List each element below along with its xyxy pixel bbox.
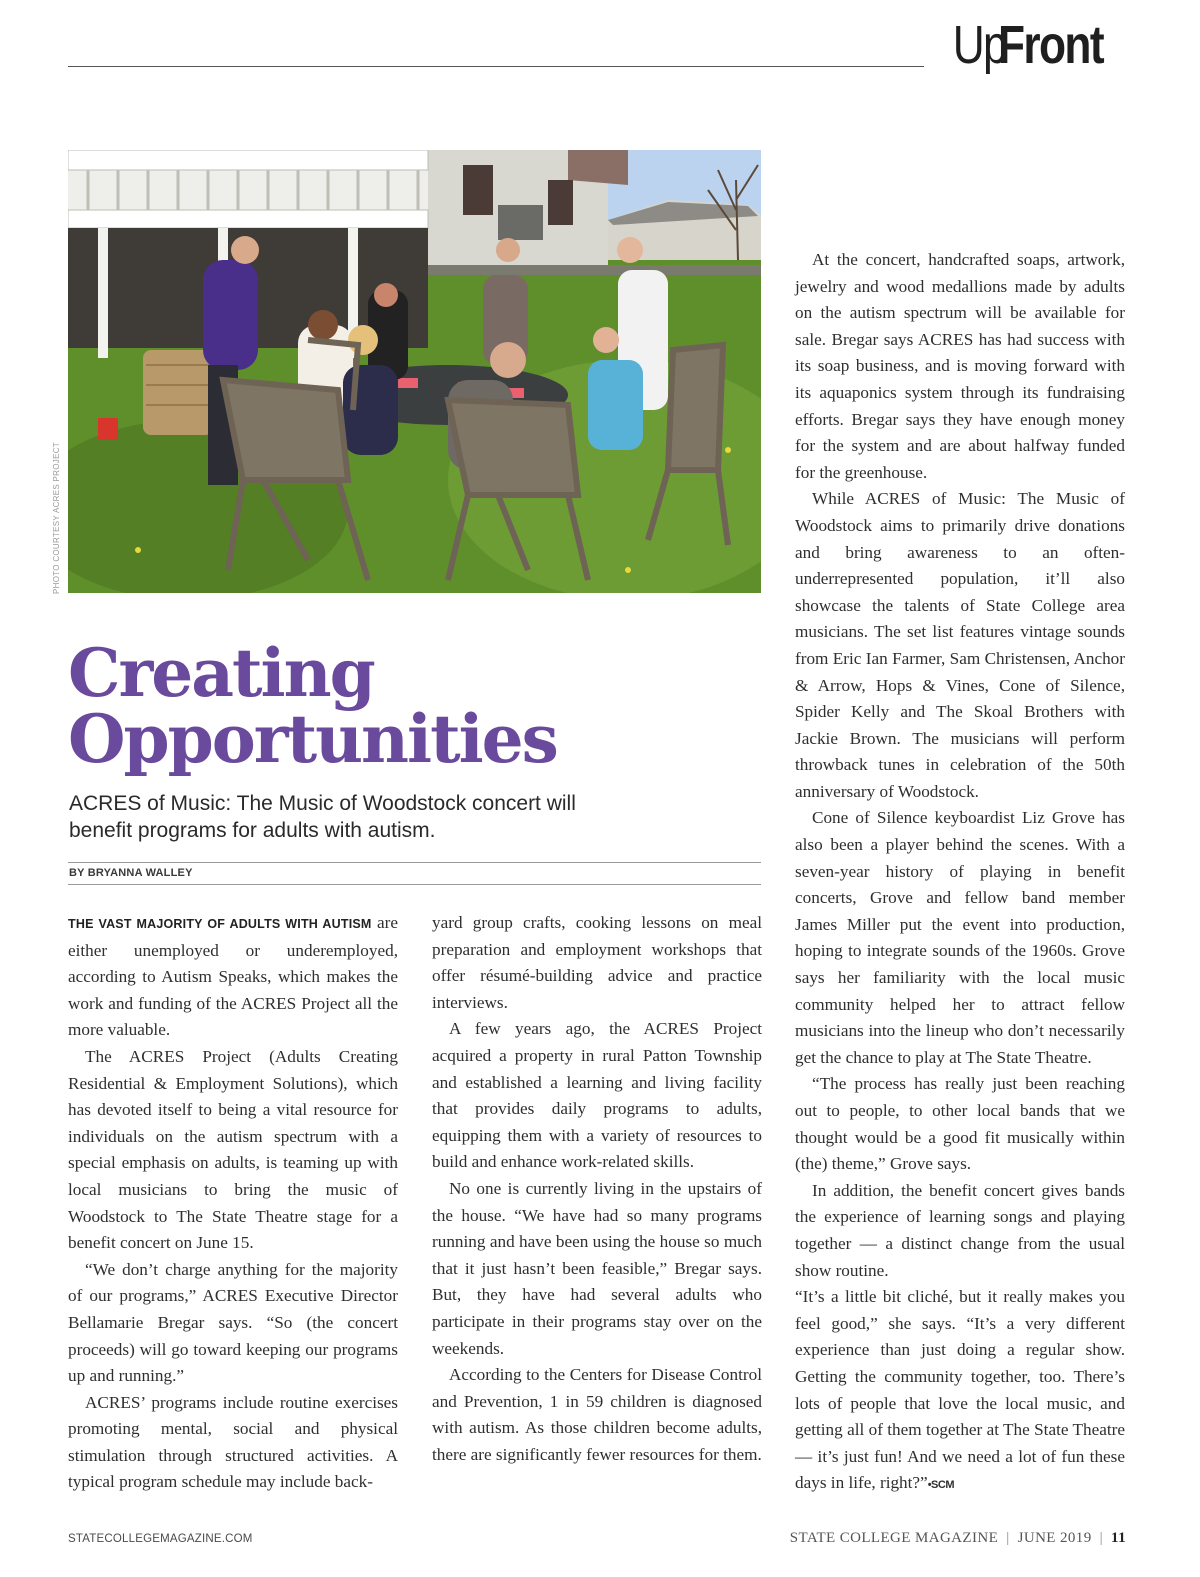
article-deck [69, 790, 759, 844]
section-title [941, 15, 1126, 75]
photo-credit: PHOTO COURTESY ACRES PROJECT [52, 442, 61, 594]
paragraph-5: yard group crafts, cooking lessons on meal preparation and employment workshops that offer résumé-building advice and practice interviews. [432, 913, 762, 1012]
byline-rule-bottom [68, 884, 761, 885]
footer-website: STATECOLLEGEMAGAZINE.COM [68, 1533, 253, 1545]
paragraph-4: ACRES’ programs include routine exercises promoting mental, social and physical stimulation through structured activities. A typical program schedule may include back- [68, 1392, 398, 1492]
header-rule [68, 66, 924, 67]
page-number: 11 [1111, 1530, 1126, 1546]
byline: BY BRYANNA WALLEY [69, 867, 193, 879]
section-title-bold: Front [998, 15, 1103, 75]
paragraph-2: The ACRES Project (Adults Creating Residential & Employment Solutions), which has devoted itself to being a vital resource for individuals on the autism spectrum with a special emphasis on adults, is teaming up with local musicians to bring the music of Woodstock to The State Theatre stage for a benefit concert on June 15. [68, 1046, 398, 1253]
paragraph-3: “We don’t charge anything for the majority of our programs,” ACRES Executive Director Bellamarie Bregar says. “So (the concert proceeds) will go toward keeping our programs up and running.” [68, 1259, 398, 1386]
deck-line-2: benefit programs for adults with autism. [69, 819, 436, 842]
paragraph-6: A few years ago, the ACRES Project acquired a property in rural Patton Township and established a learning and living facility that provides daily programs to adults, equipping them with a variety of resources to build and enhance work-related skills. [432, 1019, 762, 1172]
body-column-3 [795, 247, 1125, 1499]
footer-folio [790, 1530, 1126, 1547]
paragraph-1 [68, 910, 398, 1044]
body-column-1 [68, 910, 398, 1496]
body-column-2 [432, 910, 762, 1468]
section-title-light: Up [952, 15, 1007, 75]
article-headline [68, 634, 758, 778]
footer-magazine: STATE COLLEGE MAGAZINE [789, 1530, 999, 1546]
byline-rule-top [68, 862, 761, 863]
article-photo [68, 150, 761, 593]
paragraph-8: According to the Centers for Disease Control and Prevention, 1 in 59 children is diagnosed with autism. As those children become adults, there are significantly fewer resources for them. [432, 1365, 762, 1464]
paragraph-9: At the concert, handcrafted soaps, artwork, jewelry and wood medallions made by adults on the autism spectrum will be available for sale. Bregar says ACRES has had success with its soap business, and is moving forward with its aquaponics system through its fundraising efforts. Bregar says they have enough money for the system and are about halfway funded for the greenhouse. [795, 250, 1125, 482]
headline-line-1: Creating [68, 634, 374, 712]
lead-in: THE VAST MAJORITY OF ADULTS WITH AUTISM [68, 917, 372, 931]
paragraph-14-text: “It’s a little bit cliché, but it really makes you feel good,” she says. “It’s a very different experience than just doing a regular show. Getting the community together, too. There’s lots of people that love the local music, and getting all of them together at The State Theatre — it’s just fun! And we need a lot of fun these days in life, right?” [795, 1287, 1125, 1493]
footer-separator: | [1006, 1530, 1010, 1546]
headline-line-2: Opportunities [68, 700, 557, 778]
paragraph-10: While ACRES of Music: The Music of Woodstock aims to primarily drive donations and bring awareness to an often-underrepresented population, it’ll also showcase the talents of State College area musicians. The set list features vintage sounds from Eric Ian Farmer, Sam Christensen, Anchor & Arrow, Hops & Vines, Cone of Silence, Spider Kelly and The Skoal Brothers with Jackie Brown. The musicians will perform throwback tunes in celebration of the 50th anniversary of Woodstock. [795, 489, 1125, 801]
paragraph-13: In addition, the benefit concert gives bands the experience of learning songs and playing together — a distinct change from the usual show routine. [795, 1180, 1125, 1280]
paragraph-11: Cone of Silence keyboardist Liz Grove has also been a player behind the scenes. With a seven-year history of playing in benefit concerts, Grove and fellow band member James Miller put the event into production, hoping to integrate sounds of the 1960s. Grove says her familiarity with the local music community helped her to attract fellow musicians into the lineup who don’t necessarily get the chance to play at The State Theatre. [795, 808, 1125, 1067]
deck-line-1: ACRES of Music: The Music of Woodstock concert will [69, 792, 576, 815]
footer-issue: JUNE 2019 [1017, 1530, 1092, 1546]
paragraph-12: “The process has really just been reaching out to people, to other local bands that we thought would be a good fit musically within (the) theme,” Grove says. [795, 1074, 1125, 1174]
paragraph-14 [795, 1284, 1125, 1499]
paragraph-7: No one is currently living in the upstairs of the house. “We have had so many programs running and have been using the house so much that it just hasn’t been feasible,” Bregar says. But, they have had several adults who participate in their programs stay over on the weekends. [432, 1178, 762, 1358]
footer-separator: | [1099, 1530, 1104, 1546]
end-mark: •SCM [927, 1479, 954, 1492]
paragraph-1-text: are either unemployed or underemployed, according to Autism Speaks, which makes the work and funding of the ACRES Project all the more valuable. [68, 913, 399, 1040]
